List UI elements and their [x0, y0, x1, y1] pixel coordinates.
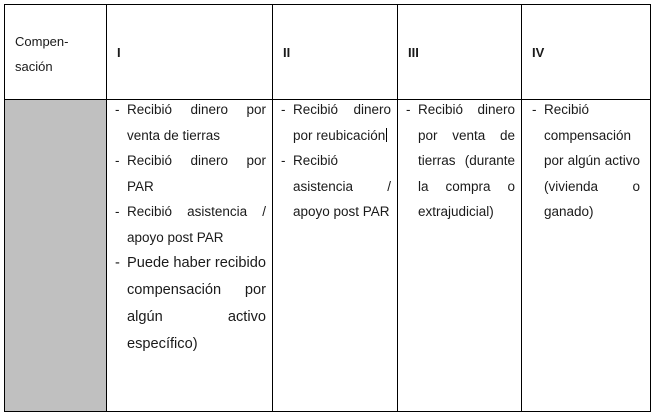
- list-item-text: Recibió dinero por venta de tierras (durante la compra o extrajudicial): [418, 102, 515, 219]
- header-compensacion-line1: Compen-: [15, 34, 69, 49]
- header-col-2: II: [273, 5, 398, 100]
- header-compensacion-line2: sación: [15, 59, 53, 74]
- header-compensacion: [5, 5, 107, 100]
- body-row: [5, 100, 651, 412]
- col-4-cell: [522, 100, 651, 412]
- header-col-4: IV: [522, 5, 651, 100]
- gray-label-cell: [5, 100, 107, 412]
- header-col-1: I: [107, 5, 273, 100]
- col-2-list: [273, 97, 397, 225]
- header-row: [5, 5, 651, 100]
- compensation-table: [4, 4, 651, 412]
- list-item: - Recibió asistencia / apoyo post PAR: [281, 153, 391, 219]
- list-item: - Puede haber recibido compensación por algún activo específico): [115, 255, 266, 352]
- list-item: - Recibió dinero por venta de tierras: [115, 102, 266, 143]
- col-3-cell: [398, 100, 522, 412]
- list-item-text: Recibió dinero por PAR: [127, 153, 266, 194]
- list-item: - Recibió asistencia / apoyo post PAR: [115, 204, 266, 245]
- list-item-text: Recibió asistencia / apoyo post PAR: [127, 204, 266, 245]
- list-item-text: Recibió asistencia / apoyo post PAR: [293, 153, 391, 219]
- list-item-text: Recibió compensación por algún activo (vivienda o ganado): [544, 102, 640, 219]
- col-1-cell: [107, 100, 273, 412]
- col-1-list: [107, 97, 272, 358]
- list-item-text: Recibió dinero por reubicación: [293, 102, 391, 143]
- list-item-text: Recibió dinero por venta de tierras: [127, 102, 266, 143]
- list-item: - Recibió dinero por reubicación: [281, 102, 391, 143]
- list-item: - Recibió dinero por PAR: [115, 153, 266, 194]
- list-item: - Recibió dinero por venta de tierras (durante la compra o extrajudicial): [406, 102, 515, 219]
- list-item: - Recibió compensación por algún activo (vivienda o ganado): [532, 102, 640, 219]
- col-2-cell: [273, 100, 398, 412]
- col-3-list: [398, 97, 521, 225]
- header-col-3: III: [398, 5, 522, 100]
- col-4-list: [522, 97, 650, 225]
- list-item-text: Puede haber recibido compensación por algún activo específico): [127, 255, 266, 352]
- text-cursor: [386, 128, 387, 142]
